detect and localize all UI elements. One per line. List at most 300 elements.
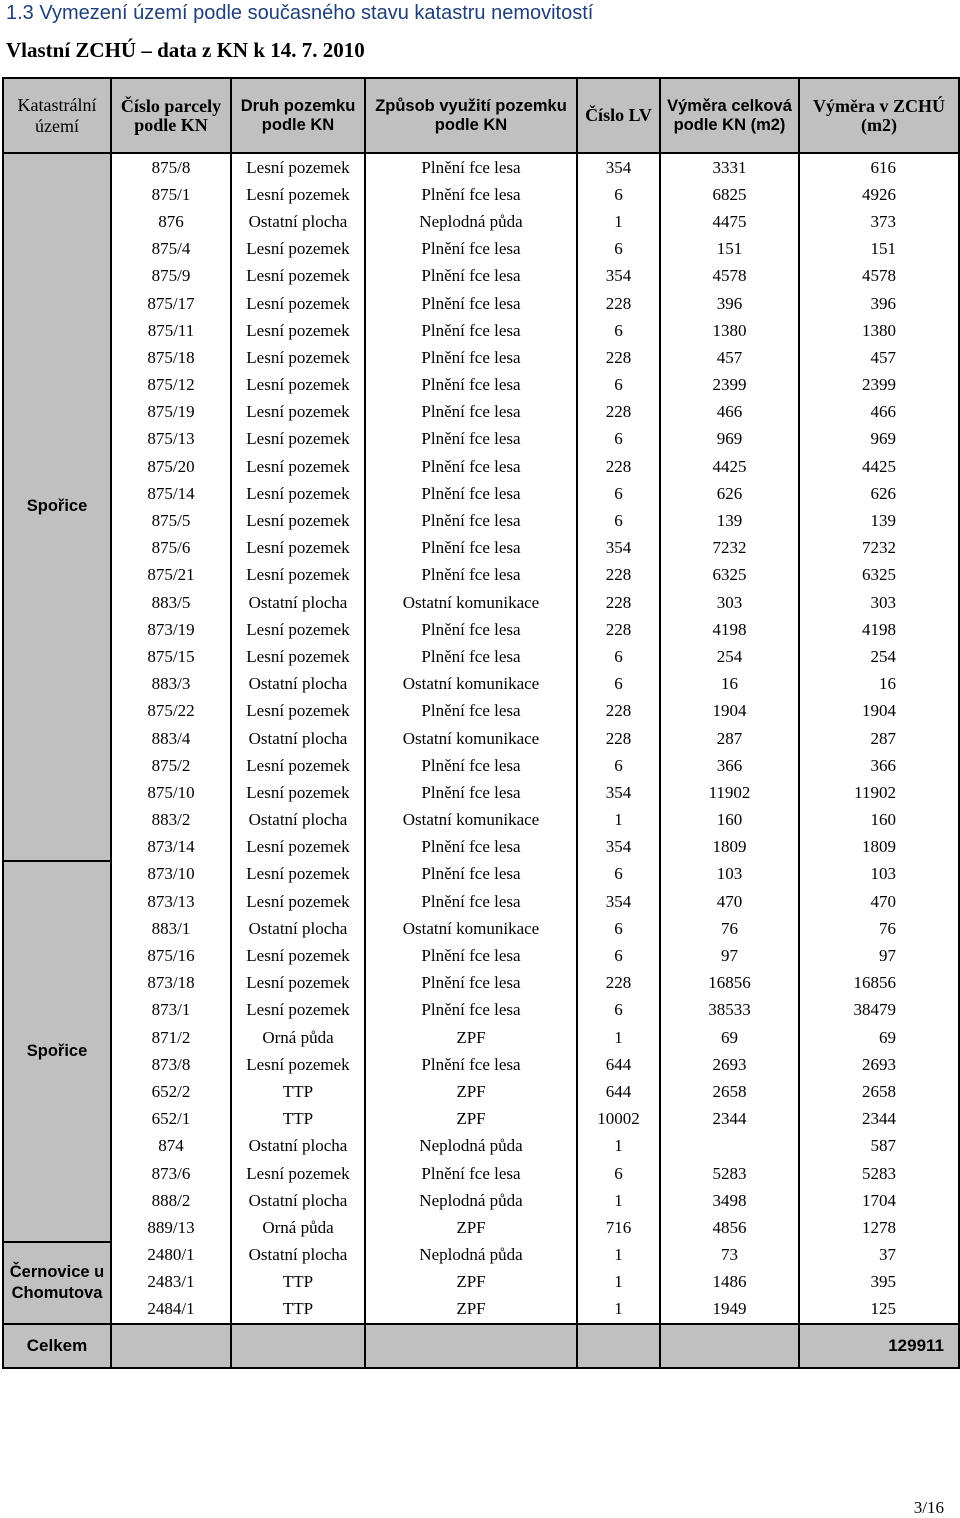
land-type: Lesní pozemek [231, 942, 365, 969]
land-type: Lesní pozemek [231, 236, 365, 263]
land-type: Lesní pozemek [231, 372, 365, 399]
land-use: Plnění fce lesa [365, 317, 577, 344]
land-type: Lesní pozemek [231, 153, 365, 181]
area-zchu: 1380 [799, 317, 959, 344]
parcel-number: 871/2 [111, 1024, 231, 1051]
land-type: Lesní pozemek [231, 643, 365, 670]
total-empty-cell [231, 1324, 365, 1368]
area-total: 7232 [660, 535, 799, 562]
parcel-number: 2483/1 [111, 1269, 231, 1296]
header-area: Katastrální území [3, 78, 111, 153]
parcel-number: 875/16 [111, 942, 231, 969]
parcel-number: 652/1 [111, 1106, 231, 1133]
table-row [3, 888, 959, 915]
table-row [3, 181, 959, 208]
area-zchu: 5283 [799, 1160, 959, 1187]
parcel-number: 873/6 [111, 1160, 231, 1187]
table-row [3, 861, 959, 888]
parcel-number: 873/13 [111, 888, 231, 915]
land-use: Plnění fce lesa [365, 263, 577, 290]
header-celkova: Výměra celková podle KN (m2) [660, 78, 799, 153]
cadastral-area-cell [3, 1242, 111, 1325]
land-type: Orná půda [231, 1214, 365, 1241]
table-row [3, 562, 959, 589]
lv-number: 1 [577, 1187, 660, 1214]
table-row [3, 942, 959, 969]
area-zchu: 303 [799, 589, 959, 616]
parcel-number: 652/2 [111, 1078, 231, 1105]
lv-number: 6 [577, 507, 660, 534]
land-use: Plnění fce lesa [365, 453, 577, 480]
lv-number: 6 [577, 997, 660, 1024]
table-row [3, 970, 959, 997]
land-use: Plnění fce lesa [365, 290, 577, 317]
table-row [3, 507, 959, 534]
lv-number: 228 [577, 290, 660, 317]
lv-number: 228 [577, 562, 660, 589]
land-type: Lesní pozemek [231, 562, 365, 589]
area-total: 1904 [660, 698, 799, 725]
parcel-number: 883/5 [111, 589, 231, 616]
lv-number: 6 [577, 426, 660, 453]
total-empty-cell [660, 1324, 799, 1368]
land-use: ZPF [365, 1214, 577, 1241]
land-use: Plnění fce lesa [365, 1051, 577, 1078]
lv-number: 6 [577, 317, 660, 344]
area-total: 3498 [660, 1187, 799, 1214]
land-use: Plnění fce lesa [365, 970, 577, 997]
area-total: 470 [660, 888, 799, 915]
parcel-number: 876 [111, 208, 231, 235]
parcel-number: 873/19 [111, 616, 231, 643]
total-empty-cell [365, 1324, 577, 1368]
area-total: 4578 [660, 263, 799, 290]
lv-number: 1 [577, 1269, 660, 1296]
land-use: Plnění fce lesa [365, 834, 577, 861]
lv-number: 6 [577, 480, 660, 507]
land-type: Lesní pozemek [231, 399, 365, 426]
land-type: Lesní pozemek [231, 1051, 365, 1078]
header-zchu: Výměra v ZCHÚ (m2) [799, 78, 959, 153]
area-zchu: 37 [799, 1242, 959, 1269]
lv-number: 6 [577, 372, 660, 399]
total-value: 129911 [799, 1324, 959, 1368]
header-lv: Číslo LV [577, 78, 660, 153]
area-zchu: 69 [799, 1024, 959, 1051]
lv-number: 354 [577, 779, 660, 806]
area-zchu: 125 [799, 1296, 959, 1324]
lv-number: 228 [577, 616, 660, 643]
land-use: Plnění fce lesa [365, 888, 577, 915]
lv-number: 1 [577, 1133, 660, 1160]
parcel-number: 875/8 [111, 153, 231, 181]
area-zchu: 4425 [799, 453, 959, 480]
land-use: Ostatní komunikace [365, 725, 577, 752]
area-zchu: 7232 [799, 535, 959, 562]
parcel-number: 875/5 [111, 507, 231, 534]
land-type: TTP [231, 1106, 365, 1133]
parcel-number: 875/19 [111, 399, 231, 426]
area-total: 16 [660, 671, 799, 698]
table-row [3, 1242, 959, 1269]
lv-number: 228 [577, 453, 660, 480]
area-zchu: 2658 [799, 1078, 959, 1105]
area-total: 3331 [660, 153, 799, 181]
area-zchu: 1809 [799, 834, 959, 861]
table-row [3, 1078, 959, 1105]
total-label: Celkem [3, 1324, 111, 1368]
land-type: Lesní pozemek [231, 888, 365, 915]
area-zchu: 139 [799, 507, 959, 534]
area-total: 4856 [660, 1214, 799, 1241]
table-row [3, 236, 959, 263]
area-zchu: 16 [799, 671, 959, 698]
land-type: Lesní pozemek [231, 480, 365, 507]
table-row [3, 1214, 959, 1241]
lv-number: 1 [577, 1296, 660, 1324]
land-use: Plnění fce lesa [365, 997, 577, 1024]
table-row [3, 372, 959, 399]
area-zchu: 969 [799, 426, 959, 453]
area-total: 69 [660, 1024, 799, 1051]
lv-number: 354 [577, 834, 660, 861]
header-parcel: Číslo parcely podle KN [111, 78, 231, 153]
area-total: 97 [660, 942, 799, 969]
parcel-table [2, 77, 960, 1369]
area-total: 1486 [660, 1269, 799, 1296]
lv-number: 1 [577, 1242, 660, 1269]
area-total: 457 [660, 344, 799, 371]
area-total [660, 1133, 799, 1160]
land-use: ZPF [365, 1106, 577, 1133]
page-number: 3/16 [913, 1498, 944, 1517]
area-zchu: 395 [799, 1269, 959, 1296]
land-use: Ostatní komunikace [365, 671, 577, 698]
land-type: Lesní pozemek [231, 181, 365, 208]
area-total: 287 [660, 725, 799, 752]
land-type: Ostatní plocha [231, 1242, 365, 1269]
area-zchu: 457 [799, 344, 959, 371]
lv-number: 644 [577, 1051, 660, 1078]
land-type: Lesní pozemek [231, 752, 365, 779]
area-zchu: 38479 [799, 997, 959, 1024]
parcel-number: 875/4 [111, 236, 231, 263]
lv-number: 1 [577, 1024, 660, 1051]
area-zchu: 76 [799, 915, 959, 942]
table-row [3, 263, 959, 290]
total-empty-cell [111, 1324, 231, 1368]
lv-number: 228 [577, 344, 660, 371]
area-zchu: 103 [799, 861, 959, 888]
lv-number: 6 [577, 861, 660, 888]
table-row [3, 616, 959, 643]
land-type: Ostatní plocha [231, 807, 365, 834]
area-total: 2658 [660, 1078, 799, 1105]
area-zchu: 2693 [799, 1051, 959, 1078]
area-zchu: 616 [799, 153, 959, 181]
land-use: Plnění fce lesa [365, 507, 577, 534]
parcel-number: 873/10 [111, 861, 231, 888]
parcel-number: 875/17 [111, 290, 231, 317]
land-use: Neplodná půda [365, 1242, 577, 1269]
land-type: Lesní pozemek [231, 1160, 365, 1187]
parcel-number: 875/15 [111, 643, 231, 670]
area-zchu: 466 [799, 399, 959, 426]
land-type: Lesní pozemek [231, 698, 365, 725]
land-type: Lesní pozemek [231, 453, 365, 480]
lv-number: 354 [577, 153, 660, 181]
parcel-number: 874 [111, 1133, 231, 1160]
area-total: 366 [660, 752, 799, 779]
area-total: 626 [660, 480, 799, 507]
area-zchu: 151 [799, 236, 959, 263]
table-row [3, 344, 959, 371]
land-type: Lesní pozemek [231, 507, 365, 534]
table-row [3, 1160, 959, 1187]
parcel-number: 873/14 [111, 834, 231, 861]
land-type: Lesní pozemek [231, 290, 365, 317]
area-total: 6825 [660, 181, 799, 208]
area-total: 151 [660, 236, 799, 263]
table-row [3, 153, 959, 181]
area-zchu: 2399 [799, 372, 959, 399]
land-use: ZPF [365, 1024, 577, 1051]
lv-number: 228 [577, 399, 660, 426]
table-row [3, 1024, 959, 1051]
area-total: 16856 [660, 970, 799, 997]
table-row [3, 208, 959, 235]
table-row [3, 290, 959, 317]
area-total: 73 [660, 1242, 799, 1269]
land-type: Lesní pozemek [231, 834, 365, 861]
parcel-number: 875/22 [111, 698, 231, 725]
land-type: Lesní pozemek [231, 426, 365, 453]
area-zchu: 1704 [799, 1187, 959, 1214]
area-total: 103 [660, 861, 799, 888]
area-zchu: 626 [799, 480, 959, 507]
table-row [3, 317, 959, 344]
lv-number: 354 [577, 535, 660, 562]
parcel-number: 875/6 [111, 535, 231, 562]
table-header [3, 78, 959, 153]
area-total: 38533 [660, 997, 799, 1024]
area-total: 1809 [660, 834, 799, 861]
area-zchu: 160 [799, 807, 959, 834]
land-use: Plnění fce lesa [365, 344, 577, 371]
cadastral-area-name: Spořice [26, 497, 88, 516]
parcel-number: 873/1 [111, 997, 231, 1024]
parcel-number: 873/8 [111, 1051, 231, 1078]
cadastral-area-cell [3, 153, 111, 861]
lv-number: 354 [577, 888, 660, 915]
parcel-number: 888/2 [111, 1187, 231, 1214]
land-type: Lesní pozemek [231, 970, 365, 997]
area-total: 1949 [660, 1296, 799, 1324]
parcel-number: 875/14 [111, 480, 231, 507]
area-zchu: 470 [799, 888, 959, 915]
parcel-number: 889/13 [111, 1214, 231, 1241]
area-total: 11902 [660, 779, 799, 806]
cadastral-area-name: Spořice [26, 1041, 88, 1060]
lv-number: 1 [577, 807, 660, 834]
area-zchu: 287 [799, 725, 959, 752]
lv-number: 228 [577, 970, 660, 997]
area-total: 2344 [660, 1106, 799, 1133]
parcel-number: 875/1 [111, 181, 231, 208]
parcel-number: 875/21 [111, 562, 231, 589]
table-row [3, 1106, 959, 1133]
land-type: Ostatní plocha [231, 915, 365, 942]
area-total: 254 [660, 643, 799, 670]
area-total: 139 [660, 507, 799, 534]
land-use: Neplodná půda [365, 1133, 577, 1160]
land-type: Lesní pozemek [231, 616, 365, 643]
lv-number: 6 [577, 1160, 660, 1187]
lv-number: 6 [577, 752, 660, 779]
land-type: Lesní pozemek [231, 861, 365, 888]
table-row [3, 997, 959, 1024]
area-zchu: 396 [799, 290, 959, 317]
land-use: Plnění fce lesa [365, 562, 577, 589]
lv-number: 6 [577, 236, 660, 263]
lv-number: 228 [577, 725, 660, 752]
land-use: Plnění fce lesa [365, 153, 577, 181]
land-use: Plnění fce lesa [365, 181, 577, 208]
lv-number: 228 [577, 589, 660, 616]
lv-number: 6 [577, 643, 660, 670]
table-row [3, 1051, 959, 1078]
table-row [3, 453, 959, 480]
land-use: Ostatní komunikace [365, 589, 577, 616]
area-total: 5283 [660, 1160, 799, 1187]
area-zchu: 1904 [799, 698, 959, 725]
land-use: Plnění fce lesa [365, 779, 577, 806]
land-type: Lesní pozemek [231, 535, 365, 562]
land-type: Ostatní plocha [231, 208, 365, 235]
area-zchu: 11902 [799, 779, 959, 806]
table-row [3, 752, 959, 779]
land-use: Plnění fce lesa [365, 752, 577, 779]
land-type: Lesní pozemek [231, 779, 365, 806]
area-zchu: 1278 [799, 1214, 959, 1241]
lv-number: 6 [577, 671, 660, 698]
parcel-number: 2484/1 [111, 1296, 231, 1324]
area-total: 2693 [660, 1051, 799, 1078]
cadastral-area-cell [3, 861, 111, 1242]
parcel-number: 875/20 [111, 453, 231, 480]
cadastral-area-name: Černovice u Chomutova [9, 1262, 105, 1302]
land-use: Plnění fce lesa [365, 698, 577, 725]
area-zchu: 4578 [799, 263, 959, 290]
parcel-number: 883/4 [111, 725, 231, 752]
land-type: TTP [231, 1269, 365, 1296]
area-zchu: 97 [799, 942, 959, 969]
area-total: 969 [660, 426, 799, 453]
land-use: Neplodná půda [365, 208, 577, 235]
area-zchu: 254 [799, 643, 959, 670]
land-type: Lesní pozemek [231, 317, 365, 344]
land-use: Neplodná půda [365, 1187, 577, 1214]
table-row [3, 535, 959, 562]
land-use: Plnění fce lesa [365, 236, 577, 263]
area-total: 466 [660, 399, 799, 426]
area-zchu: 373 [799, 208, 959, 235]
lv-number: 1 [577, 208, 660, 235]
table-row [3, 834, 959, 861]
area-zchu: 366 [799, 752, 959, 779]
parcel-number: 2480/1 [111, 1242, 231, 1269]
table-footer [3, 1324, 959, 1368]
table-row [3, 1296, 959, 1324]
land-type: Lesní pozemek [231, 344, 365, 371]
land-type: TTP [231, 1078, 365, 1105]
parcel-number: 875/18 [111, 344, 231, 371]
lv-number: 354 [577, 263, 660, 290]
table-row [3, 807, 959, 834]
header-druh: Druh pozemku podle KN [231, 78, 365, 153]
area-zchu: 4198 [799, 616, 959, 643]
parcel-number: 875/2 [111, 752, 231, 779]
table-row [3, 915, 959, 942]
land-type: Ostatní plocha [231, 589, 365, 616]
lv-number: 10002 [577, 1106, 660, 1133]
land-type: TTP [231, 1296, 365, 1324]
parcel-number: 875/9 [111, 263, 231, 290]
land-use: Plnění fce lesa [365, 372, 577, 399]
land-use: Plnění fce lesa [365, 1160, 577, 1187]
parcel-number: 875/11 [111, 317, 231, 344]
lv-number: 228 [577, 698, 660, 725]
area-zchu: 6325 [799, 562, 959, 589]
area-zchu: 16856 [799, 970, 959, 997]
area-total: 4425 [660, 453, 799, 480]
table-body [3, 153, 959, 1324]
total-empty-cell [577, 1324, 660, 1368]
parcel-number: 883/3 [111, 671, 231, 698]
land-type: Ostatní plocha [231, 725, 365, 752]
land-use: ZPF [365, 1296, 577, 1324]
area-total: 160 [660, 807, 799, 834]
land-use: Plnění fce lesa [365, 616, 577, 643]
land-use: Plnění fce lesa [365, 535, 577, 562]
land-type: Orná půda [231, 1024, 365, 1051]
land-use: Plnění fce lesa [365, 643, 577, 670]
table-subheading: Vlastní ZCHÚ – data z KN k 14. 7. 2010 [6, 38, 365, 62]
land-use: Plnění fce lesa [365, 480, 577, 507]
lv-number: 716 [577, 1214, 660, 1241]
land-use: Ostatní komunikace [365, 807, 577, 834]
table-row [3, 399, 959, 426]
area-zchu: 2344 [799, 1106, 959, 1133]
land-use: Plnění fce lesa [365, 942, 577, 969]
land-type: Ostatní plocha [231, 1187, 365, 1214]
table-row [3, 1187, 959, 1214]
area-total: 4475 [660, 208, 799, 235]
area-total: 6325 [660, 562, 799, 589]
lv-number: 6 [577, 915, 660, 942]
section-heading: 1.3 Vymezení území podle současného stavu katastru nemovitostí [6, 2, 594, 24]
area-total: 1380 [660, 317, 799, 344]
land-use: Ostatní komunikace [365, 915, 577, 942]
table-row [3, 725, 959, 752]
parcel-number: 873/18 [111, 970, 231, 997]
area-total: 4198 [660, 616, 799, 643]
table-row [3, 671, 959, 698]
land-use: Plnění fce lesa [365, 426, 577, 453]
table-row [3, 589, 959, 616]
table-row [3, 426, 959, 453]
land-type: Lesní pozemek [231, 263, 365, 290]
